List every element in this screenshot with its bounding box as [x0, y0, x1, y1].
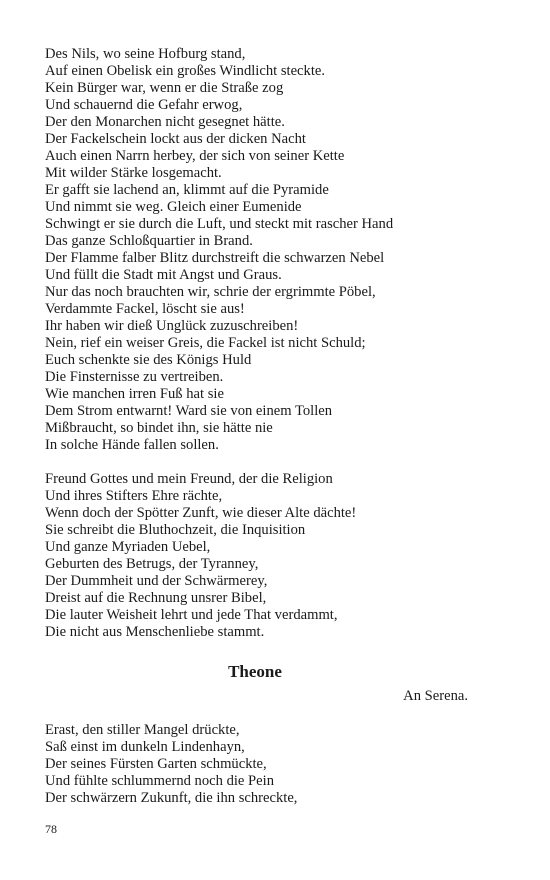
verse-line: Geburten des Betrugs, der Tyranney, [45, 556, 259, 572]
verse-line: Mißbraucht, so bindet ihn, sie hätte nie [45, 420, 273, 436]
page-number: 78 [45, 822, 57, 836]
stanza-1 [45, 46, 485, 454]
verse-line: Die lauter Weisheit lehrt und jede That verdammt, [45, 607, 338, 623]
verse-line: Dem Strom entwarnt! Ward sie von einem Tollen [45, 403, 333, 419]
verse-line: Er gafft sie lachend an, klimmt auf die Pyramide [45, 182, 329, 198]
next-poem-body [45, 722, 485, 807]
poem-title: Theone [228, 662, 282, 681]
verse-line: Freund Gottes und mein Freund, der die Religion [45, 471, 333, 487]
verse-line: Kein Bürger war, wenn er die Straße zog [45, 80, 284, 96]
verse-line: Die nicht aus Menschenliebe stammt. [45, 624, 265, 640]
verse-line: Des Nils, wo seine Hofburg stand, [45, 46, 246, 62]
verse-line: Verdammte Fackel, löscht sie aus! [45, 301, 245, 317]
verse-line: Und ganze Myriaden Uebel, [45, 539, 211, 555]
verse-line: Die Finsternisse zu vertreiben. [45, 369, 224, 385]
verse-line: Wenn doch der Spötter Zunft, wie dieser Alte dächte! [45, 505, 357, 521]
verse-line: Und schauernd die Gefahr erwog, [45, 97, 243, 113]
verse-line: Und nimmt sie weg. Gleich einer Eumenide [45, 199, 302, 215]
verse-line: Auf einen Obelisk ein großes Windlicht steckte. [45, 63, 326, 79]
verse-line: Der schwärzern Zukunft, die ihn schreckte, [45, 790, 298, 806]
poem-body [45, 46, 485, 641]
verse-line: Und fühlte schlummernd noch die Pein [45, 773, 274, 789]
poem-dedication: An Serena. [403, 688, 468, 704]
verse-line: Das ganze Schloßquartier in Brand. [45, 233, 253, 249]
verse-line: Und ihres Stifters Ehre rächte, [45, 488, 223, 504]
verse-line: In solche Hände fallen sollen. [45, 437, 219, 453]
verse-line: Schwingt er sie durch die Luft, und steckt mit rascher Hand [45, 216, 394, 232]
verse-line: Ihr haben wir dieß Unglück zuzuschreiben! [45, 318, 299, 334]
verse-line: Der Fackelschein lockt aus der dicken Nacht [45, 131, 306, 147]
verse-line: Wie manchen irren Fuß hat sie [45, 386, 224, 402]
stanza-2 [45, 471, 485, 641]
verse-line: Der Flamme falber Blitz durchstreift die schwarzen Nebel [45, 250, 385, 266]
verse-line: Auch einen Narrn herbey, der sich von seiner Kette [45, 148, 345, 164]
verse-line: Nur das noch brauchten wir, schrie der ergrimmte Pöbel, [45, 284, 376, 300]
verse-line: Euch schenkte sie des Königs Huld [45, 352, 252, 368]
verse-line: Erast, den stiller Mangel drückte, [45, 722, 240, 738]
verse-line: Saß einst im dunkeln Lindenhayn, [45, 739, 245, 755]
verse-line: Der seines Fürsten Garten schmückte, [45, 756, 267, 772]
verse-line: Der den Monarchen nicht gesegnet hätte. [45, 114, 285, 130]
verse-line: Nein, rief ein weiser Greis, die Fackel ist nicht Schuld; [45, 335, 366, 351]
verse-line: Dreist auf die Rechnung unsrer Bibel, [45, 590, 267, 606]
verse-line: Sie schreibt die Bluthochzeit, die Inquisition [45, 522, 306, 538]
verse-line: Der Dummheit und der Schwärmerey, [45, 573, 268, 589]
verse-line: Mit wilder Stärke losgemacht. [45, 165, 222, 181]
verse-line: Und füllt die Stadt mit Angst und Graus. [45, 267, 282, 283]
